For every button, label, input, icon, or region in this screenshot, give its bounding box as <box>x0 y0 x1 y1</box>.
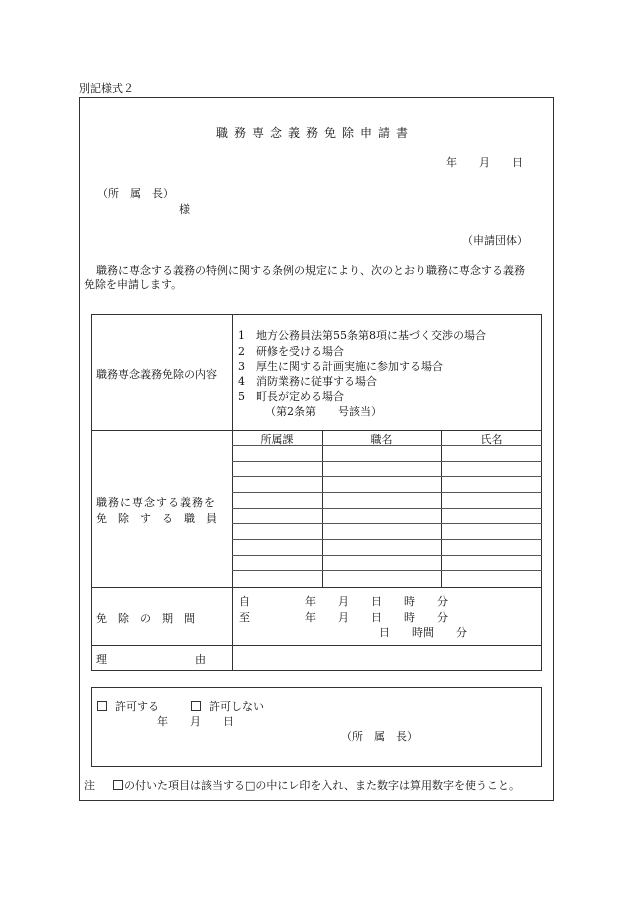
footnote-prefix: 注 <box>84 779 95 792</box>
recipient: （所 属 長） <box>97 187 174 200</box>
form-number: 別記様式２ <box>79 82 134 95</box>
reason-label: 理 由 <box>96 653 206 666</box>
permit-option[interactable] <box>97 698 159 714</box>
intro-line-1: 職務に専念する義務の特例に関する条例の規定により、次のとおり職務に専念する義務 <box>96 264 525 277</box>
content-item-1: 1 地方公務員法第55条第8項に基づく交渉の場合 <box>238 329 486 342</box>
checkbox-symbol <box>113 780 123 790</box>
content-label: 職務専念義務免除の内容 <box>96 368 217 381</box>
applicant-label: （申請団体） <box>462 234 528 247</box>
col-header-name: 氏名 <box>480 433 503 446</box>
content-item-4: 4 消防業務に従事する場合 <box>238 375 377 388</box>
col-header-dept: 所属課 <box>260 433 294 446</box>
col-header-title: 職名 <box>370 433 393 446</box>
staff-label-1: 職務に専念する義務を <box>96 496 216 509</box>
period-label: 免 除 の 期 間 <box>96 612 195 625</box>
form-title: 職務専念義務免除申請書 <box>215 126 414 140</box>
period-to: 至 年 月 日 時 分 <box>239 611 448 624</box>
permit-checkbox[interactable] <box>97 701 107 711</box>
content-note: （第2条第 号該当） <box>265 405 382 418</box>
deny-label: 許可しない <box>209 700 264 713</box>
footnote-text: の付いた項目は該当する□の中にレ印を入れ、また数字は算用数字を使うこと。 <box>124 779 521 792</box>
deny-option[interactable] <box>191 698 264 714</box>
footnote <box>84 777 520 793</box>
period-hours: 日 時間 分 <box>379 626 467 639</box>
permit-label: 許可する <box>115 700 159 713</box>
staff-label-2: 免 除 す る 職 員 <box>96 512 217 525</box>
approval-date: 年 月 日 <box>157 715 234 728</box>
honorific: 様 <box>179 203 190 216</box>
period-from: 自 年 月 日 時 分 <box>239 595 448 608</box>
intro-line-2: 免除を申請します。 <box>84 278 183 291</box>
approver: （所 属 長） <box>341 730 418 743</box>
content-item-3: 3 厚生に関する計画実施に参加する場合 <box>238 360 443 373</box>
content-item-5: 5 町長が定める場合 <box>238 390 344 403</box>
date-line: 年 月 日 <box>446 156 523 169</box>
deny-checkbox[interactable] <box>191 701 201 711</box>
content-item-2: 2 研修を受ける場合 <box>238 345 344 358</box>
